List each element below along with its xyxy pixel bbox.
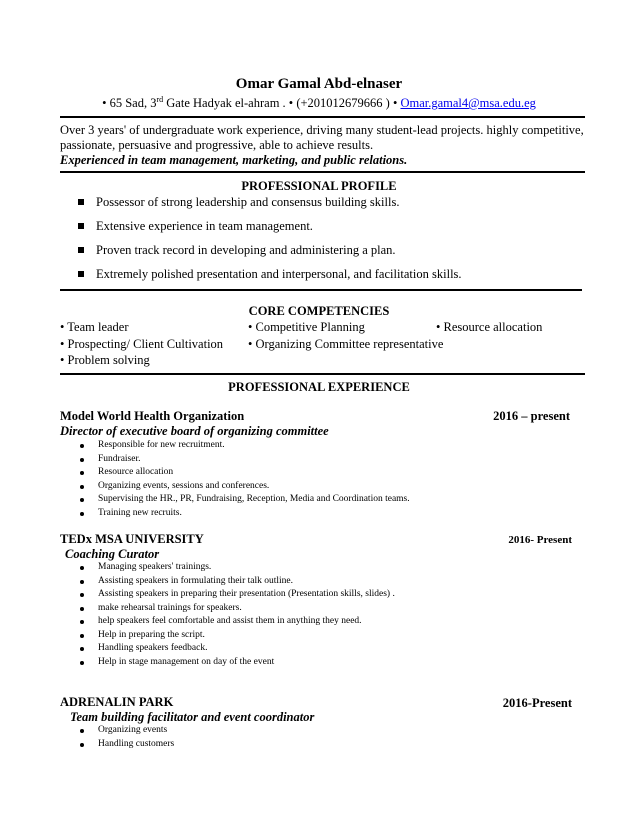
competency-item: • Organizing Committee representative	[248, 337, 444, 351]
job-date: 2016- Present	[508, 534, 572, 546]
phone: (+201012679666 )	[296, 96, 390, 111]
list-item: Resource allocation	[80, 466, 410, 480]
bullet-icon	[80, 444, 84, 448]
list-item: Handling customers	[80, 738, 174, 752]
bullet-icon	[80, 471, 84, 475]
divider	[60, 373, 585, 375]
bullet-icon	[80, 743, 84, 747]
list-item: Extremely polished presentation and interpersonal, and facilitation skills.	[78, 266, 462, 290]
list-item: Help in stage management on day of the event	[80, 656, 395, 670]
bullet-icon	[80, 498, 84, 502]
contact-bullet: •	[392, 96, 398, 111]
bullet-icon	[80, 580, 84, 584]
competency-item: • Prospecting/ Client Cultivation	[60, 337, 224, 351]
contact-bullet: •	[102, 96, 107, 111]
summary-emphasis: Experienced in team management, marketing, and public relations.	[60, 153, 408, 167]
divider	[60, 289, 582, 291]
list-item: Managing speakers' trainings.	[80, 561, 395, 575]
list-item: Help in preparing the script.	[80, 629, 395, 643]
list-item: Organizing events, sessions and conferences.	[80, 480, 410, 494]
divider	[60, 171, 585, 173]
bullet-icon	[80, 485, 84, 489]
list-item: help speakers feel comfortable and assist them in anything they need.	[80, 615, 395, 629]
profile-list	[78, 194, 462, 290]
bullet-icon	[80, 647, 84, 651]
job-date: 2016-Present	[502, 696, 572, 710]
list-item: Extensive experience in team management.	[78, 218, 462, 242]
competency-item: • Resource allocation	[436, 320, 543, 334]
square-bullet-icon	[78, 223, 84, 229]
square-bullet-icon	[78, 271, 84, 277]
list-item: Assisting speakers in preparing their presentation (Presentation skills, slides) .	[80, 588, 395, 602]
square-bullet-icon	[78, 199, 84, 205]
section-title-competencies: CORE COMPETENCIES	[248, 304, 390, 318]
summary-text: Over 3 years' of undergraduate work experience, driving many student-lead projects. highly competitive, passionate, persuasive and progressive, able to achieve results.	[60, 123, 584, 152]
summary	[60, 123, 585, 168]
job-date: 2016 – present	[493, 409, 570, 423]
list-item: Responsible for new recruitment.	[80, 439, 410, 453]
competency-item: • Competitive Planning	[248, 320, 365, 334]
list-item: Assisting speakers in formulating their talk outline.	[80, 575, 395, 589]
square-bullet-icon	[78, 247, 84, 253]
section-title-experience: PROFESSIONAL EXPERIENCE	[228, 380, 410, 394]
list-item: Proven track record in developing and administering a plan.	[78, 242, 462, 266]
bullet-icon	[80, 661, 84, 665]
bullet-icon	[80, 593, 84, 597]
contact-bullet: •	[288, 96, 294, 111]
job-role: Coaching Curator	[65, 547, 160, 561]
job-duties	[80, 724, 174, 751]
bullet-icon	[80, 512, 84, 516]
section-title-profile: PROFESSIONAL PROFILE	[241, 179, 397, 193]
job-role: Director of executive board of organizing committee	[60, 424, 329, 438]
contact-line	[0, 95, 638, 111]
competency-item: • Problem solving	[60, 353, 150, 367]
list-item: Handling speakers feedback.	[80, 642, 395, 656]
address: 65 Sad, 3rd Gate Hadyak el-ahram .	[109, 95, 286, 111]
bullet-icon	[80, 634, 84, 638]
list-item: Organizing events	[80, 724, 174, 738]
job-duties	[80, 439, 410, 520]
bullet-icon	[80, 620, 84, 624]
job-organization: TEDx MSA UNIVERSITY	[60, 532, 204, 546]
list-item: Supervising the HR., PR, Fundraising, Reception, Media and Coordination teams.	[80, 493, 410, 507]
bullet-icon	[80, 607, 84, 611]
list-item: Training new recruits.	[80, 507, 410, 521]
job-duties	[80, 561, 395, 669]
job-organization: ADRENALIN PARK	[60, 695, 174, 709]
divider	[60, 116, 585, 118]
bullet-icon	[80, 458, 84, 462]
list-item: Possessor of strong leadership and consensus building skills.	[78, 194, 462, 218]
list-item: make rehearsal trainings for speakers.	[80, 602, 395, 616]
competency-item: • Team leader	[60, 320, 129, 334]
job-role: Team building facilitator and event coordinator	[70, 710, 315, 724]
list-item: Fundraiser.	[80, 453, 410, 467]
bullet-icon	[80, 566, 84, 570]
candidate-name: Omar Gamal Abd-elnaser	[235, 76, 403, 92]
job-organization: Model World Health Organization	[60, 409, 245, 423]
bullet-icon	[80, 729, 84, 733]
email-link[interactable]: Omar.gamal4@msa.edu.eg	[400, 96, 536, 111]
